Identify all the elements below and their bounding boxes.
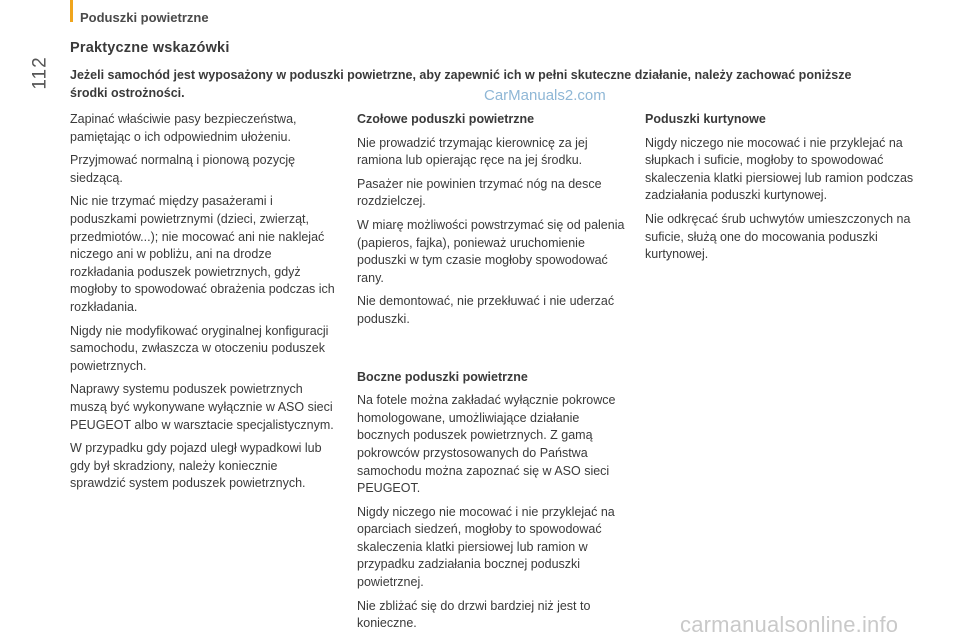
column-front-side-airbags [357, 111, 632, 639]
paragraph: Naprawy systemu poduszek powietrznych muszą być wykonywane wyłącznie w ASO sieci PEUGEOT albo w warsztacie specjalistycznym. [70, 382, 334, 432]
paragraph: Zapinać właściwie pasy bezpieczeństwa, pamiętając o ich odpowiednim ułożeniu. [70, 112, 297, 144]
subsection-front-airbags [357, 111, 632, 329]
paragraph: Nic nie trzymać między pasażerami i poduszkami powietrznymi (dzieci, zwierząt, przedmiotów...); nie mocować ani nie naklejać niczego ani w pobliżu, ani na drodze rozkładania poduszek powietrznych, gdyż mogłoby to spowodować obrażenia podczas ich rozkładania. [70, 194, 335, 314]
subsection-heading: Poduszki kurtynowe [645, 112, 766, 126]
paragraph: Na fotele można zakładać wyłącznie pokrowce homologowane, umożliwiające działanie bocznych poduszek powietrznych. Z gamą pokrowców przystosowanych do Państwa samochodu można zapoznać się w ASO sieci PEUGEOT. [357, 393, 616, 496]
paragraph: W miarę możliwości powstrzymać się od palenia (papieros, fajka), ponieważ uruchomienie poduszki w tym czasie mogłoby spowodować rany. [357, 217, 625, 285]
paragraph: Nigdy niczego nie mocować i nie przyklejać na słupkach i suficie, mogłoby to spowodować skaleczenia klatki piersiowej lub ramion podczas zadziałania poduszki kurtynowej. [645, 135, 914, 203]
subsection-heading: Boczne poduszki powietrzne [357, 369, 528, 384]
paragraph: Nie prowadzić trzymając kierownicę za jej ramiona lub opierając ręce na jej środku. [357, 135, 588, 168]
paragraph: Nie odkręcać śrub uchwytów umieszczonych na suficie, służą one do mocowania poduszki kurtynowej. [645, 211, 911, 262]
section-header: Poduszki powietrzne [80, 10, 209, 25]
subsection-side-airbags [357, 369, 632, 633]
column-curtain-airbags [645, 111, 925, 270]
paragraph: Nie zbliżać się do drzwi bardziej niż jest to konieczne. [357, 598, 591, 631]
paragraph: Pasażer nie powinien trzymać nóg na desce rozdzielczej. [357, 176, 602, 209]
paragraph: Nigdy niczego nie mocować i nie przyklejać na oparciach siedzeń, mogłoby to spowodować skaleczenia klatki piersiowej lub ramion w przypadku zadziałania bocznej poduszki powietrznej. [357, 504, 615, 590]
intro-text: Jeżeli samochód jest wyposażony w poduszki powietrzne, aby zapewnić ich w pełni skuteczne działanie, należy zachować poniższe środki ostrożności. [70, 68, 852, 100]
subsection-heading: Czołowe poduszki powietrzne [357, 112, 535, 126]
paragraph: Przyjmować normalną i pionową pozycję siedzącą. [70, 153, 296, 185]
watermark-carmanuals2: CarManuals2.com [484, 87, 606, 104]
section-accent-bar [70, 0, 73, 22]
paragraph: Nie demontować, nie przekłuwać i nie uderzać poduszki. [357, 294, 615, 326]
page-title: Praktyczne wskazówki [70, 40, 230, 56]
column-general-tips [70, 111, 335, 499]
watermark-carmanualsonline: carmanualsonline.info [680, 612, 899, 637]
paragraph: W przypadku gdy pojazd uległ wypadkowi lub gdy był skradziony, należy koniecznie sprawdzić system poduszek powietrznych. [70, 441, 322, 491]
paragraph: Nigdy nie modyfikować oryginalnej konfiguracji samochodu, zwłaszcza w otoczeniu poduszek powietrznych. [70, 323, 329, 373]
page-number: 112 [29, 56, 51, 90]
